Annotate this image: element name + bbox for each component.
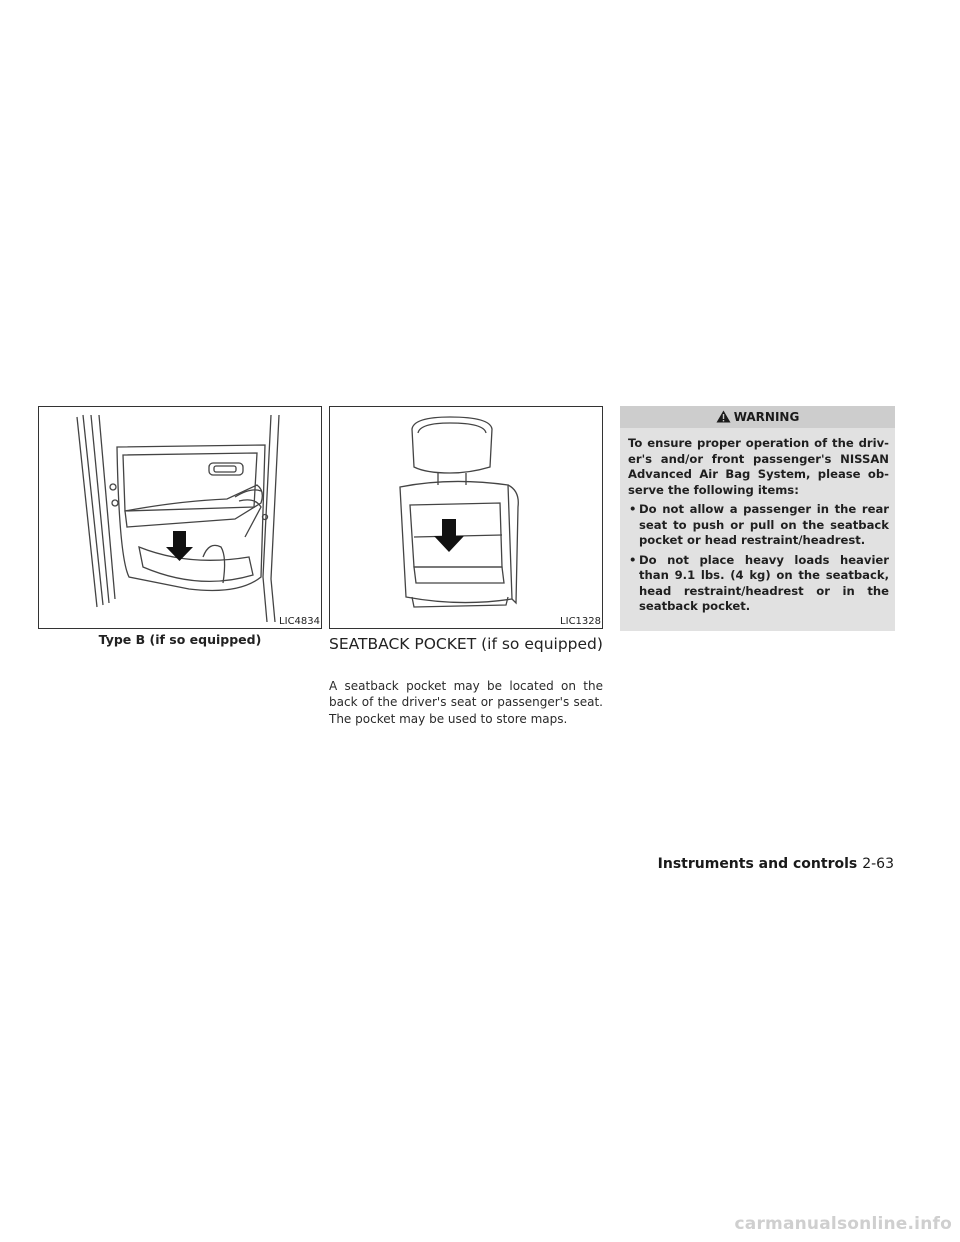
warning-list [628, 502, 889, 615]
door-pocket-figure [38, 406, 322, 629]
section-title: SEATBACK POCKET (if so equipped) [329, 635, 603, 653]
seatback-illustration [330, 407, 602, 628]
figure-code: LIC1328 [560, 616, 601, 627]
chapter-title: Instruments and controls [657, 856, 858, 872]
figure-caption: Type B (if so equipped) [98, 632, 262, 647]
figure-code: LIC4834 [279, 616, 320, 627]
bullet: • [629, 502, 637, 516]
section-body: A seatback pocket may be located on the back of the driver's seat or passenger's seat. The pocket may be used to store maps. [329, 679, 603, 726]
warning-title: WARNING [733, 410, 800, 424]
bullet: • [629, 552, 637, 567]
door-pocket-illustration [39, 407, 321, 628]
warning-intro: To ensure proper operation of the driv- er's and/or front passenger's NISSAN Advanced Air Bag System, please ob- serve the following items: [628, 436, 889, 497]
warning-body [620, 428, 895, 615]
warning-triangle-icon [716, 410, 731, 423]
warning-item [628, 502, 889, 549]
warning-header [620, 406, 895, 428]
warning-item-text: Do not place heavy loads heavier than 9.1 lbs. (4 kg) on the seatback, head restraint/headrest or in the seatback pocket. [639, 552, 889, 613]
watermark: carmanualsonline.info [734, 1214, 952, 1234]
seatback-pocket-figure [329, 406, 603, 629]
page-number: 2-63 [862, 856, 894, 872]
page-footer [658, 856, 894, 872]
warning-item-text: Do not allow a passenger in the rear seat to push or pull on the seatback pocket or head restraint/headrest. [639, 502, 889, 547]
warning-box [620, 406, 895, 631]
warning-item [628, 553, 889, 615]
